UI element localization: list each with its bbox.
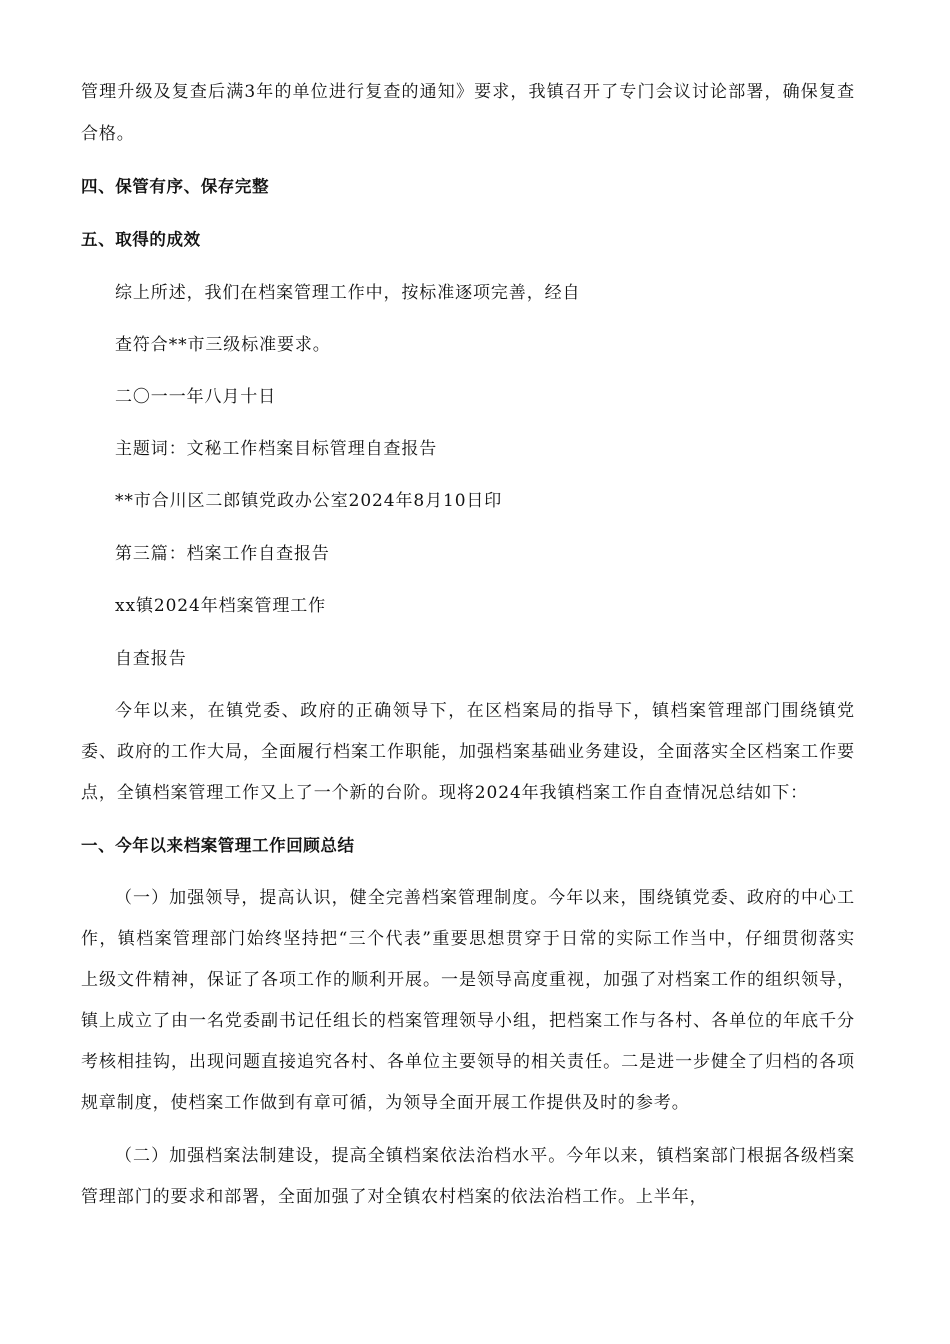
paragraph-line: 查符合**市三级标准要求。 (115, 335, 331, 355)
paragraph-line: 点，全镇档案管理工作又上了一个新的台阶。现将2024年我镇档案工作自查情况总结如下： (81, 783, 809, 803)
report-title-line: xx镇2024年档案管理工作 (115, 596, 327, 616)
subject-words-line: 主题词：文秘工作档案目标管理自查报告 (115, 439, 438, 459)
chapter-title: 第三篇：档案工作自查报告 (115, 544, 330, 564)
paragraph-line: 规章制度，使档案工作做到有章可循，为领导全面开展工作提供及时的参考。 (81, 1093, 690, 1113)
section-heading: 五、取得的成效 (81, 230, 201, 249)
paragraph-line: 作，镇档案管理部门始终坚持把“三个代表”重要思想贯穿于日常的实际工作当中，仔细贯彻落实 (81, 929, 855, 949)
paragraph-line: 镇上成立了由一名党委副书记任组长的档案管理领导小组，把档案工作与各村、各单位的年底千分 (81, 1011, 855, 1031)
paragraph-line: 合格。 (81, 124, 135, 144)
paragraph-line: 管理升级及复查后满3年的单位进行复查的通知》要求，我镇召开了专门会议讨论部署，确保复查 (81, 82, 855, 102)
printing-note-line: **市合川区二郎镇党政办公室2024年8月10日印 (115, 491, 503, 511)
paragraph-line: 综上所述，我们在档案管理工作中，按标准逐项完善，经自 (115, 283, 581, 303)
paragraph-line: 上级文件精神，保证了各项工作的顺利开展。一是领导高度重视，加强了对档案工作的组织领导， (81, 970, 855, 990)
paragraph-line: （二）加强档案法制建设，提高全镇档案依法治档水平。今年以来，镇档案部门根据各级档案 (115, 1146, 855, 1166)
paragraph-line: 委、政府的工作大局，全面履行档案工作职能，加强档案基础业务建设，全面落实全区档案工作要 (81, 742, 855, 762)
paragraph-line: 考核相挂钩，出现问题直接追究各村、各单位主要领导的相关责任。二是进一步健全了归档的各项 (81, 1052, 855, 1072)
paragraph-line: 今年以来，在镇党委、政府的正确领导下，在区档案局的指导下，镇档案管理部门围绕镇党 (115, 701, 855, 721)
paragraph-line: （一）加强领导，提高认识，健全完善档案管理制度。今年以来，围绕镇党委、政府的中心工 (115, 888, 855, 908)
section-heading: 四、保管有序、保存完整 (81, 177, 270, 196)
report-title-line: 自查报告 (115, 649, 187, 669)
section-heading: 一、今年以来档案管理工作回顾总结 (81, 836, 355, 855)
paragraph-line: 管理部门的要求和部署，全面加强了对全镇农村档案的依法治档工作。上半年， (81, 1187, 708, 1207)
date-line: 二〇一一年八月十日 (115, 387, 277, 407)
